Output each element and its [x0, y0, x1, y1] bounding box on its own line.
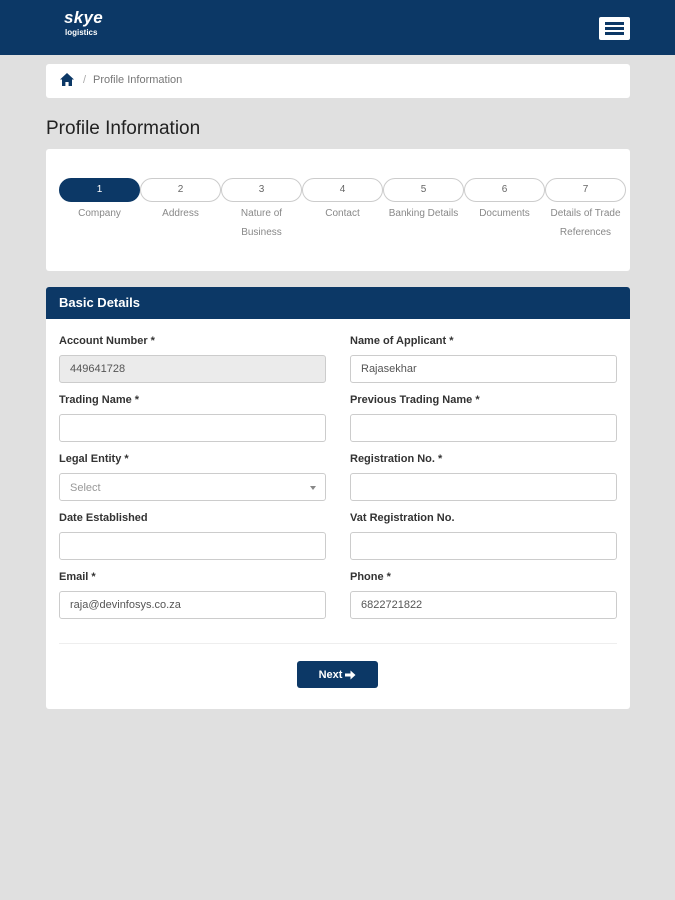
wizard-steps	[46, 149, 630, 271]
next-button[interactable]	[297, 661, 378, 688]
legal-entity-label: Legal Entity *	[59, 453, 129, 465]
name-of-applicant-input[interactable]	[350, 355, 617, 383]
step-number: 4	[302, 178, 383, 202]
step-label: Documents	[479, 208, 530, 219]
section-title: Basic Details	[46, 287, 630, 319]
top-navbar	[0, 0, 675, 55]
step-label: Company	[78, 208, 121, 219]
page-title: Profile Information	[46, 118, 201, 139]
step-label: Details of Trade References	[550, 208, 621, 238]
step-number: 2	[140, 178, 221, 202]
breadcrumb-separator: /	[83, 74, 87, 86]
legal-entity-selected: Select	[70, 482, 101, 494]
logo-main-text: skye	[64, 8, 104, 27]
step-number: 1	[59, 178, 140, 202]
arrow-right-icon	[345, 670, 356, 680]
step-trade-references[interactable]	[545, 178, 626, 242]
step-number: 7	[545, 178, 626, 202]
step-contact[interactable]	[302, 178, 383, 223]
name-of-applicant-label: Name of Applicant *	[350, 335, 454, 347]
form-divider	[59, 643, 617, 644]
vat-registration-no-input[interactable]	[350, 532, 617, 560]
step-nature-of-business[interactable]	[221, 178, 302, 242]
trading-name-label: Trading Name *	[59, 394, 140, 406]
previous-trading-name-input[interactable]	[350, 414, 617, 442]
trading-name-input[interactable]	[59, 414, 326, 442]
step-address[interactable]	[140, 178, 221, 223]
email-label: Email *	[59, 571, 96, 583]
logo-sub-text: logistics	[65, 28, 98, 37]
step-documents[interactable]	[464, 178, 545, 223]
phone-label: Phone *	[350, 571, 391, 583]
home-icon[interactable]	[59, 72, 75, 87]
step-label: Banking Details	[388, 208, 459, 219]
logo[interactable]	[64, 8, 103, 38]
phone-input[interactable]	[350, 591, 617, 619]
registration-no-label: Registration No. *	[350, 453, 443, 465]
step-label: Contact	[325, 208, 360, 219]
date-established-input[interactable]	[59, 532, 326, 560]
legal-entity-select[interactable]	[59, 473, 326, 501]
email-input[interactable]	[59, 591, 326, 619]
next-button-label: Next	[318, 668, 343, 681]
basic-details-form	[46, 287, 630, 709]
registration-no-input[interactable]	[350, 473, 617, 501]
date-established-label: Date Established	[59, 512, 148, 524]
step-number: 5	[383, 178, 464, 202]
account-number-label: Account Number *	[59, 335, 155, 347]
chevron-down-icon	[310, 486, 316, 490]
step-number: 3	[221, 178, 302, 202]
step-number: 6	[464, 178, 545, 202]
step-banking-details[interactable]	[383, 178, 464, 223]
account-number-input	[59, 355, 326, 383]
previous-trading-name-label: Previous Trading Name *	[350, 394, 480, 406]
breadcrumb	[46, 64, 630, 98]
breadcrumb-current: Profile Information	[93, 74, 183, 86]
step-label: Address	[162, 208, 199, 219]
step-company[interactable]	[59, 178, 140, 223]
vat-registration-no-label: Vat Registration No.	[350, 512, 455, 524]
step-label: Nature of Business	[240, 208, 283, 238]
hamburger-menu-icon[interactable]	[599, 17, 630, 40]
